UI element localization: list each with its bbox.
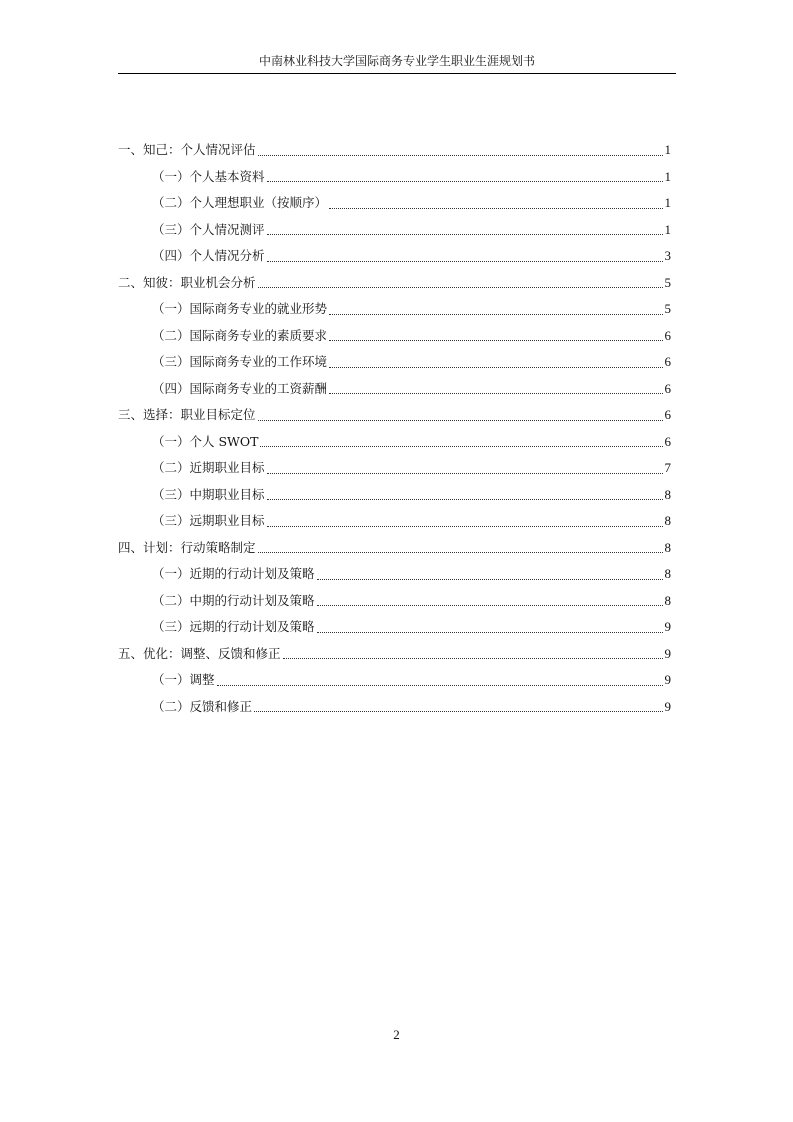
toc-dot-leader — [317, 604, 663, 606]
toc-entry-label: 四、计划：行动策略制定 — [118, 539, 256, 555]
toc-entry-label: （三）远期职业目标 — [152, 513, 265, 528]
toc-subsection-entry[interactable] — [118, 614, 671, 641]
toc-dot-leader — [260, 445, 662, 447]
toc-entry-label: （一）近期的行动计划及策略 — [152, 566, 315, 581]
toc-subsection-entry[interactable] — [118, 190, 671, 217]
toc-dot-leader — [258, 154, 663, 156]
toc-subsection-entry[interactable] — [118, 561, 671, 588]
toc-entry-page: 5 — [664, 301, 671, 316]
toc-entry-page: 9 — [664, 672, 671, 687]
toc-entry-label: （四）个人情况分析 — [152, 248, 265, 263]
toc-entry-label: 二、知彼：职业机会分析 — [118, 274, 256, 290]
toc-dot-leader — [329, 313, 662, 315]
toc-entry-label: （二）反馈和修正 — [152, 698, 253, 714]
toc-section-entry[interactable] — [118, 270, 671, 297]
toc-entry-label: 一、知己：个人情况评估 — [118, 142, 256, 157]
toc-dot-leader — [258, 286, 663, 288]
table-of-contents — [118, 137, 671, 720]
toc-entry-page: 3 — [664, 248, 671, 263]
toc-subsection-entry[interactable] — [118, 694, 671, 721]
toc-dot-leader — [267, 180, 663, 182]
toc-dot-leader — [254, 710, 662, 712]
toc-section-entry[interactable] — [118, 535, 671, 562]
toc-dot-leader — [317, 631, 663, 633]
toc-entry-label: （四）国际商务专业的工资薪酬 — [152, 380, 328, 396]
toc-entry-label: （二）中期的行动计划及策略 — [152, 592, 315, 608]
toc-dot-leader — [258, 551, 663, 553]
toc-subsection-entry[interactable] — [118, 296, 671, 323]
toc-entry-page: 1 — [664, 195, 671, 210]
toc-dot-leader — [217, 684, 663, 686]
toc-entry-page: 8 — [664, 566, 671, 581]
toc-subsection-entry[interactable] — [118, 429, 671, 456]
toc-entry-page: 8 — [664, 592, 671, 608]
toc-dot-leader — [329, 392, 662, 394]
toc-entry-page: 8 — [664, 486, 671, 502]
toc-subsection-entry[interactable] — [118, 482, 671, 509]
toc-entry-label: （一）个人基本资料 — [152, 168, 265, 184]
toc-subsection-entry[interactable] — [118, 243, 671, 270]
toc-section-entry[interactable] — [118, 402, 671, 429]
toc-entry-page: 6 — [664, 327, 671, 343]
toc-dot-leader — [329, 339, 662, 341]
toc-entry-page: 1 — [664, 168, 671, 184]
toc-subsection-entry[interactable] — [118, 667, 671, 694]
toc-entry-label: （二）近期职业目标 — [152, 460, 265, 475]
toc-dot-leader — [317, 578, 663, 580]
toc-entry-page: 8 — [664, 539, 671, 555]
toc-entry-page: 5 — [664, 274, 671, 290]
toc-entry-label: （二）个人理想职业（按顺序） — [152, 195, 328, 210]
toc-subsection-entry[interactable] — [118, 164, 671, 191]
toc-subsection-entry[interactable] — [118, 349, 671, 376]
toc-subsection-entry[interactable] — [118, 508, 671, 535]
toc-entry-page: 1 — [664, 221, 671, 237]
toc-entry-label: 五、优化：调整、反馈和修正 — [118, 645, 281, 661]
toc-subsection-entry[interactable] — [118, 217, 671, 244]
toc-entry-page: 1 — [664, 142, 671, 157]
toc-entry-label: （三）远期的行动计划及策略 — [152, 619, 315, 634]
toc-dot-leader — [329, 207, 662, 209]
toc-entry-label: （三）个人情况测评 — [152, 221, 265, 237]
toc-entry-label: （一）调整 — [152, 672, 215, 687]
toc-subsection-entry[interactable] — [118, 455, 671, 482]
page-number: 2 — [393, 1027, 400, 1042]
toc-dot-leader — [258, 419, 663, 421]
toc-entry-label: （二）国际商务专业的素质要求 — [152, 327, 328, 343]
toc-entry-page: 9 — [664, 619, 671, 634]
toc-dot-leader — [267, 260, 663, 262]
page-header — [118, 54, 676, 74]
toc-entry-page: 6 — [664, 380, 671, 396]
toc-dot-leader — [267, 233, 663, 235]
toc-entry-label: （三）中期职业目标 — [152, 486, 265, 502]
toc-dot-leader — [267, 472, 663, 474]
toc-entry-page: 9 — [664, 645, 671, 661]
toc-subsection-entry[interactable] — [118, 588, 671, 615]
toc-dot-leader — [267, 525, 663, 527]
toc-entry-label: （三）国际商务专业的工作环境 — [152, 354, 328, 369]
document-title: 中南林业科技大学国际商务专业学生职业生涯规划书 — [258, 54, 535, 68]
toc-entry-page: 6 — [664, 407, 671, 422]
toc-section-entry[interactable] — [118, 137, 671, 164]
toc-entry-page: 6 — [664, 433, 671, 449]
toc-dot-leader — [267, 498, 663, 500]
toc-section-entry[interactable] — [118, 641, 671, 668]
toc-subsection-entry[interactable] — [118, 376, 671, 403]
toc-entry-label: （一）个人 SWOT — [152, 433, 259, 449]
toc-entry-page: 7 — [664, 460, 671, 475]
toc-entry-page: 9 — [664, 698, 671, 714]
toc-dot-leader — [283, 657, 663, 659]
toc-dot-leader — [329, 366, 662, 368]
toc-entry-page: 6 — [664, 354, 671, 369]
toc-entry-page: 8 — [664, 513, 671, 528]
toc-entry-label: 三、选择：职业目标定位 — [118, 407, 256, 422]
toc-entry-label: （一）国际商务专业的就业形势 — [152, 301, 328, 316]
toc-subsection-entry[interactable] — [118, 323, 671, 350]
